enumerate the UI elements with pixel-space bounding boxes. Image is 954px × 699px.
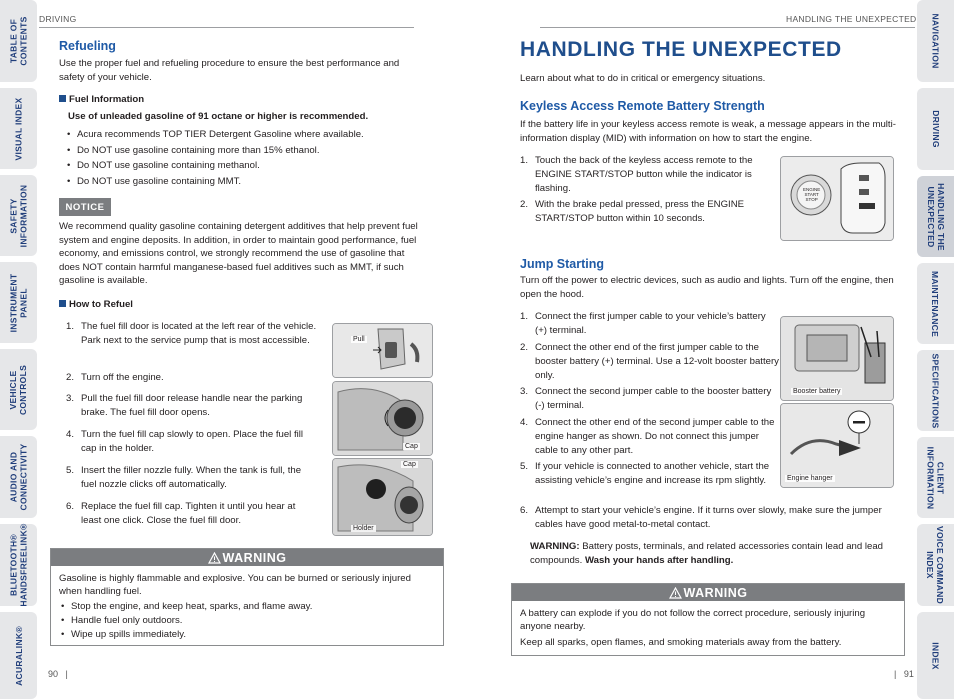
tab-label: MAINTENANCE <box>930 270 941 337</box>
lead-warning-emphasis: Wash your hands after handling. <box>584 555 734 566</box>
page-number-value: 90 <box>48 669 59 679</box>
step-text: Turn the fuel fill cap slowly to open. Place the fuel fill cap in the holder. <box>81 429 304 454</box>
warning-header <box>51 549 443 566</box>
step-text: Insert the filler nozzle fully. When the tank is full, the fuel nozzle clicks off automatically. <box>81 465 302 490</box>
step-number: 4. <box>66 429 75 440</box>
list-item: • Do NOT use gasoline containing methanol. <box>65 158 405 174</box>
tab-label: TABLE OF CONTENTS <box>8 16 29 66</box>
jump-step <box>520 460 779 488</box>
tab-vehicle-controls[interactable] <box>0 349 37 430</box>
step-number: 3. <box>66 393 75 404</box>
lead-warning-label: WARNING: <box>530 541 580 552</box>
fuel-info-recommendation: Use of unleaded gasoline of 91 octane or higher is recommended. <box>68 111 369 122</box>
tab-label: CLIENT INFORMATION <box>925 446 946 509</box>
step-text: If your vehicle is connected to another vehicle, start the assisting vehicle’s engine and increase its rpm slightly. <box>535 461 770 486</box>
tab-label: HANDLING THE UNEXPECTED <box>925 182 946 251</box>
tab-label: AUDIO AND CONNECTIVITY <box>8 443 29 511</box>
lead-warning-note <box>530 540 890 568</box>
pull-label: Pull <box>353 336 365 343</box>
notice-text: We recommend quality gasoline containing detergent additives that help prevent fuel system and engine deposits. In addition, in order to maintain good performance, fuel economy, and emissions control, we strongly recommend the use of gasoline that does NOT contain harmful manganese-based fuel additives such as MMT, if such gasoline is available. <box>59 221 418 287</box>
cap-label: Cap <box>405 443 418 450</box>
step-text: Attempt to start your vehicle’s engine. If it turns over slowly, make sure the jumper cables have good metal-to-metal contact. <box>535 505 882 530</box>
fuel-info-heading <box>59 94 144 105</box>
left-section-tabs <box>0 0 37 699</box>
page-number-left: 90 | <box>48 669 68 679</box>
section-square-icon <box>59 300 66 307</box>
step-text: Connect the other end of the second jumper cable to the engine hanger as shown. Do not connect this jumper cable to any other part. <box>535 417 775 456</box>
jump-step <box>520 416 779 458</box>
list-item: • Acura recommends TOP TIER Detergent Gasoline where available. <box>65 127 405 143</box>
fuel-cap-holder-figure <box>332 458 433 536</box>
holder-label: Holder <box>353 525 374 532</box>
jump-step <box>520 341 779 383</box>
header-rule-right <box>540 27 915 28</box>
keyless-remote-figure <box>780 156 894 241</box>
page-number-value: 91 <box>903 669 914 679</box>
tab-maintenance[interactable] <box>917 263 954 344</box>
tab-label: NAVIGATION <box>930 13 941 69</box>
page-intro: Learn about what to do in critical or emergency situations. <box>520 73 766 84</box>
page-title: HANDLING THE UNEXPECTED <box>520 38 842 61</box>
refuel-step <box>66 371 317 385</box>
fuel-door-release-illustration <box>333 324 432 377</box>
list-item: • Stop the engine, and keep heat, sparks, and flame away. <box>59 600 435 614</box>
refuel-step <box>66 428 317 456</box>
tab-label: VISUAL INDEX <box>13 97 24 160</box>
battery-warning-box <box>511 583 905 656</box>
step-text: Connect the second jumper cable to the booster battery (-) terminal. <box>535 386 772 411</box>
warning-triangle-icon <box>208 552 221 564</box>
step-number: 1. <box>520 155 529 166</box>
warning-bullets <box>59 600 435 642</box>
warning-text: Keep all sparks, open flames, and smoking materials away from the battery. <box>520 637 842 648</box>
tab-voice-command-index[interactable] <box>917 524 954 606</box>
keyless-step <box>520 154 779 196</box>
step-number: 1. <box>66 321 75 332</box>
refuel-step <box>66 500 317 528</box>
step-text: Connect the other end of the first jumper cable to the booster battery (+) terminal. Use a 12-volt booster battery only. <box>535 342 779 381</box>
warning-triangle-icon <box>669 587 682 599</box>
refueling-intro: Use the proper fuel and refueling procedure to ensure the best performance and safety of your vehicle. <box>59 58 400 83</box>
how-to-refuel-heading <box>59 299 133 310</box>
step-text: Turn off the engine. <box>81 372 164 383</box>
notice-badge: NOTICE <box>59 198 111 216</box>
step-number: 2. <box>66 372 75 383</box>
step-number: 5. <box>520 461 529 472</box>
warning-title: WARNING <box>222 550 287 565</box>
tab-label: SPECIFICATIONS <box>930 353 941 428</box>
jump-step <box>520 385 779 413</box>
step-text: Replace the fuel fill cap. Tighten it until you hear at least one click. Close the fuel fill door. <box>81 501 296 526</box>
tab-client-information[interactable] <box>917 437 954 518</box>
engine-hanger-label: Engine hanger <box>787 475 833 482</box>
warning-body <box>51 566 443 648</box>
right-section-tabs <box>917 0 954 699</box>
jump-starting-title: Jump Starting <box>520 257 605 271</box>
refueling-title: Refueling <box>59 39 116 53</box>
jump-step <box>520 310 779 338</box>
tab-label: ACURALINK® <box>13 625 24 686</box>
tab-navigation[interactable] <box>917 0 954 82</box>
tab-audio-connectivity[interactable] <box>0 436 37 518</box>
tab-acuralink[interactable] <box>0 612 37 699</box>
step-number: 6. <box>520 505 529 516</box>
step-number: 5. <box>66 465 75 476</box>
fuel-info-bullets <box>65 127 405 189</box>
running-head-right: HANDLING THE UNEXPECTED <box>786 14 917 24</box>
refuel-step <box>66 464 317 492</box>
step-number: 2. <box>520 342 529 353</box>
step-text: Touch the back of the keyless access remote to the ENGINE START/STOP button while the indicator is flashing. <box>535 155 753 194</box>
fuel-cap-holder-illustration <box>333 459 432 535</box>
tab-driving[interactable] <box>917 88 954 170</box>
keyless-battery-title: Keyless Access Remote Battery Strength <box>520 99 765 113</box>
cap-label: Cap <box>403 461 416 468</box>
tab-label: VEHICLE CONTROLS <box>8 364 29 415</box>
tab-index[interactable] <box>917 612 954 699</box>
step-number: 3. <box>520 386 529 397</box>
keyless-step <box>520 198 779 226</box>
jump-step <box>520 504 905 532</box>
tab-specifications[interactable] <box>917 350 954 431</box>
warning-body <box>512 601 904 655</box>
step-text: The fuel fill door is located at the left rear of the vehicle. Park next to the service pump that is most accessible. <box>81 321 317 346</box>
step-number: 2. <box>520 199 529 210</box>
tab-handling-the-unexpected[interactable] <box>917 176 954 257</box>
warning-text: A battery can explode if you do not follow the correct procedure, seriously injuring anyone nearby. <box>520 608 866 632</box>
warning-title: WARNING <box>683 585 748 600</box>
step-text: Connect the first jumper cable to your vehicle’s battery (+) terminal. <box>535 311 766 336</box>
tab-table-of-contents[interactable] <box>0 0 37 82</box>
tab-label: INDEX <box>930 641 941 670</box>
fuel-warning-box <box>50 548 444 646</box>
tab-instrument-panel[interactable] <box>0 262 37 343</box>
keyless-remote-illustration <box>781 157 893 240</box>
tab-bluetooth-handsfreelink[interactable] <box>0 524 37 606</box>
tab-label: VOICE COMMAND INDEX <box>925 525 946 605</box>
fuel-info-heading-text: Fuel Information <box>69 94 145 105</box>
step-number: 4. <box>520 417 529 428</box>
step-number: 1. <box>520 311 529 322</box>
tab-label: INSTRUMENT PANEL <box>8 273 29 332</box>
lead-warning-text: Battery posts, terminals, and related accessories contain lead and lead compounds. <box>530 541 884 566</box>
list-item: • Do NOT use gasoline containing more than 15% ethanol. <box>65 143 405 159</box>
jump-starting-intro: Turn off the power to electric devices, such as audio and lights. Turn off the engine, then open the hood. <box>520 275 894 300</box>
tab-label: DRIVING <box>930 110 941 148</box>
warning-header <box>512 584 904 601</box>
list-item: • Handle fuel only outdoors. <box>59 614 435 628</box>
warning-text: Gasoline is highly flammable and explosive. You can be burned or seriously injured when handling fuel. <box>59 573 411 597</box>
fuel-door-release-figure <box>332 323 433 378</box>
refuel-step <box>66 392 317 420</box>
booster-battery-label: Booster battery <box>793 388 841 395</box>
engine-hanger-figure <box>780 403 894 488</box>
tab-safety-information[interactable] <box>0 175 37 256</box>
engine-button-label: ENGINE START STOP <box>803 187 821 202</box>
list-item: • Wipe up spills immediately. <box>59 628 435 642</box>
page-number-right: | 91 <box>894 669 914 679</box>
tab-label: BLUETOOTH® HANDSFREELINK® <box>8 523 29 607</box>
running-head-left: DRIVING <box>39 14 77 24</box>
fuel-cap-figure <box>332 381 433 456</box>
step-text: With the brake pedal pressed, press the ENGINE START/STOP button within 10 seconds. <box>535 199 745 224</box>
header-rule-left <box>39 27 414 28</box>
step-text: Pull the fuel fill door release handle near the parking brake. The fuel fill door opens. <box>81 393 303 418</box>
how-to-refuel-heading-text: How to Refuel <box>69 299 133 310</box>
tab-visual-index[interactable] <box>0 88 37 169</box>
section-square-icon <box>59 95 66 102</box>
booster-battery-figure <box>780 316 894 401</box>
refuel-step <box>66 320 317 348</box>
tab-label: SAFETY INFORMATION <box>8 184 29 247</box>
keyless-battery-intro: If the battery life in your keyless access remote is weak, a message appears in the multi-information display (MID) with information on how to start the engine. <box>520 119 896 144</box>
step-number: 6. <box>66 501 75 512</box>
list-item: • Do NOT use gasoline containing MMT. <box>65 174 405 190</box>
